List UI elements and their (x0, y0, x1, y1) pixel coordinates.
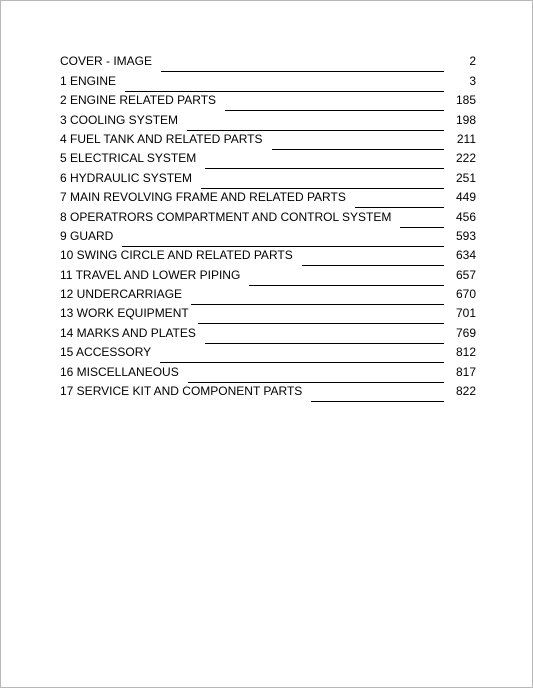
toc-entry-page-number: 211 (456, 131, 476, 146)
toc-entry-title: 11 TRAVEL AND LOWER PIPING (60, 267, 241, 282)
toc-leader-line (311, 400, 444, 402)
toc-entry-title: 6 HYDRAULIC SYSTEM (60, 170, 193, 185)
toc-entry-title: 17 SERVICE KIT AND COMPONENT PARTS (60, 384, 303, 399)
toc-leader-line (188, 381, 444, 383)
toc-leader-line (225, 109, 444, 111)
toc-entry-page-number: 670 (455, 287, 476, 302)
toc-entry-title: 16 MISCELLANEOUS (60, 364, 179, 379)
toc-entry-page-number: 701 (455, 306, 476, 321)
toc-leader-line (355, 206, 444, 208)
toc-entry-page-number: 449 (455, 190, 476, 205)
toc-entry-title: 15 ACCESSORY (60, 345, 152, 360)
toc-entry-title: 10 SWING CIRCLE AND RELATED PARTS (60, 248, 293, 263)
toc-entry-page-number: 769 (455, 325, 476, 340)
toc-entry-title: 13 WORK EQUIPMENT (60, 306, 189, 321)
toc-entry-title: 8 OPERATRORS COMPARTMENT AND CONTROL SYSTEM (60, 209, 392, 224)
toc-entry-title: 7 MAIN REVOLVING FRAME AND RELATED PARTS (60, 190, 346, 205)
toc-entry-page-number: 812 (455, 345, 476, 360)
table-of-contents (60, 49, 476, 398)
toc-entry-page-number: 822 (455, 384, 476, 399)
toc-entry-title: 5 ELECTRICAL SYSTEM (60, 151, 197, 166)
toc-entry-page-number: 817 (455, 364, 476, 379)
toc-entry-page-number: 198 (455, 112, 476, 127)
toc-leader-line (191, 303, 444, 305)
toc-leader-line (160, 361, 444, 363)
toc-leader-line (122, 245, 444, 247)
toc-entry-page-number: 3 (469, 73, 476, 88)
toc-entry-page-number: 2 (469, 54, 476, 69)
toc-entry-title: 9 GUARD (60, 228, 114, 243)
toc-entry-page-number: 593 (455, 228, 476, 243)
toc-leader-line (205, 167, 444, 169)
toc-entry-page-number: 222 (455, 151, 476, 166)
toc-entry-title: 2 ENGINE RELATED PARTS (60, 93, 217, 108)
toc-entry-title: COVER - IMAGE (60, 54, 153, 69)
toc-leader-line (198, 322, 444, 324)
toc-entry-title: 3 COOLING SYSTEM (60, 112, 179, 127)
toc-leader-line (302, 264, 444, 266)
toc-leader-line (272, 148, 445, 150)
toc-leader-line (161, 70, 444, 72)
toc-entry-page-number: 634 (455, 248, 476, 263)
toc-entry-title: 14 MARKS AND PLATES (60, 325, 196, 340)
toc-leader-line (205, 342, 444, 344)
toc-entry-page-number: 251 (455, 170, 476, 185)
toc-leader-line (201, 187, 444, 189)
toc-entry-page-number: 185 (455, 93, 476, 108)
toc-entry-title: 1 ENGINE (60, 73, 117, 88)
toc-entry-title: 12 UNDERCARRIAGE (60, 287, 183, 302)
toc-leader-line (125, 90, 444, 92)
toc-entry-title: 4 FUEL TANK AND RELATED PARTS (60, 131, 263, 146)
toc-leader-line (400, 226, 444, 228)
toc-leader-line (187, 129, 444, 131)
toc-entry-page-number: 657 (455, 267, 476, 282)
toc-entry-page-number: 456 (455, 209, 476, 224)
toc-entry[interactable] (60, 49, 476, 68)
toc-leader-line (249, 284, 444, 286)
